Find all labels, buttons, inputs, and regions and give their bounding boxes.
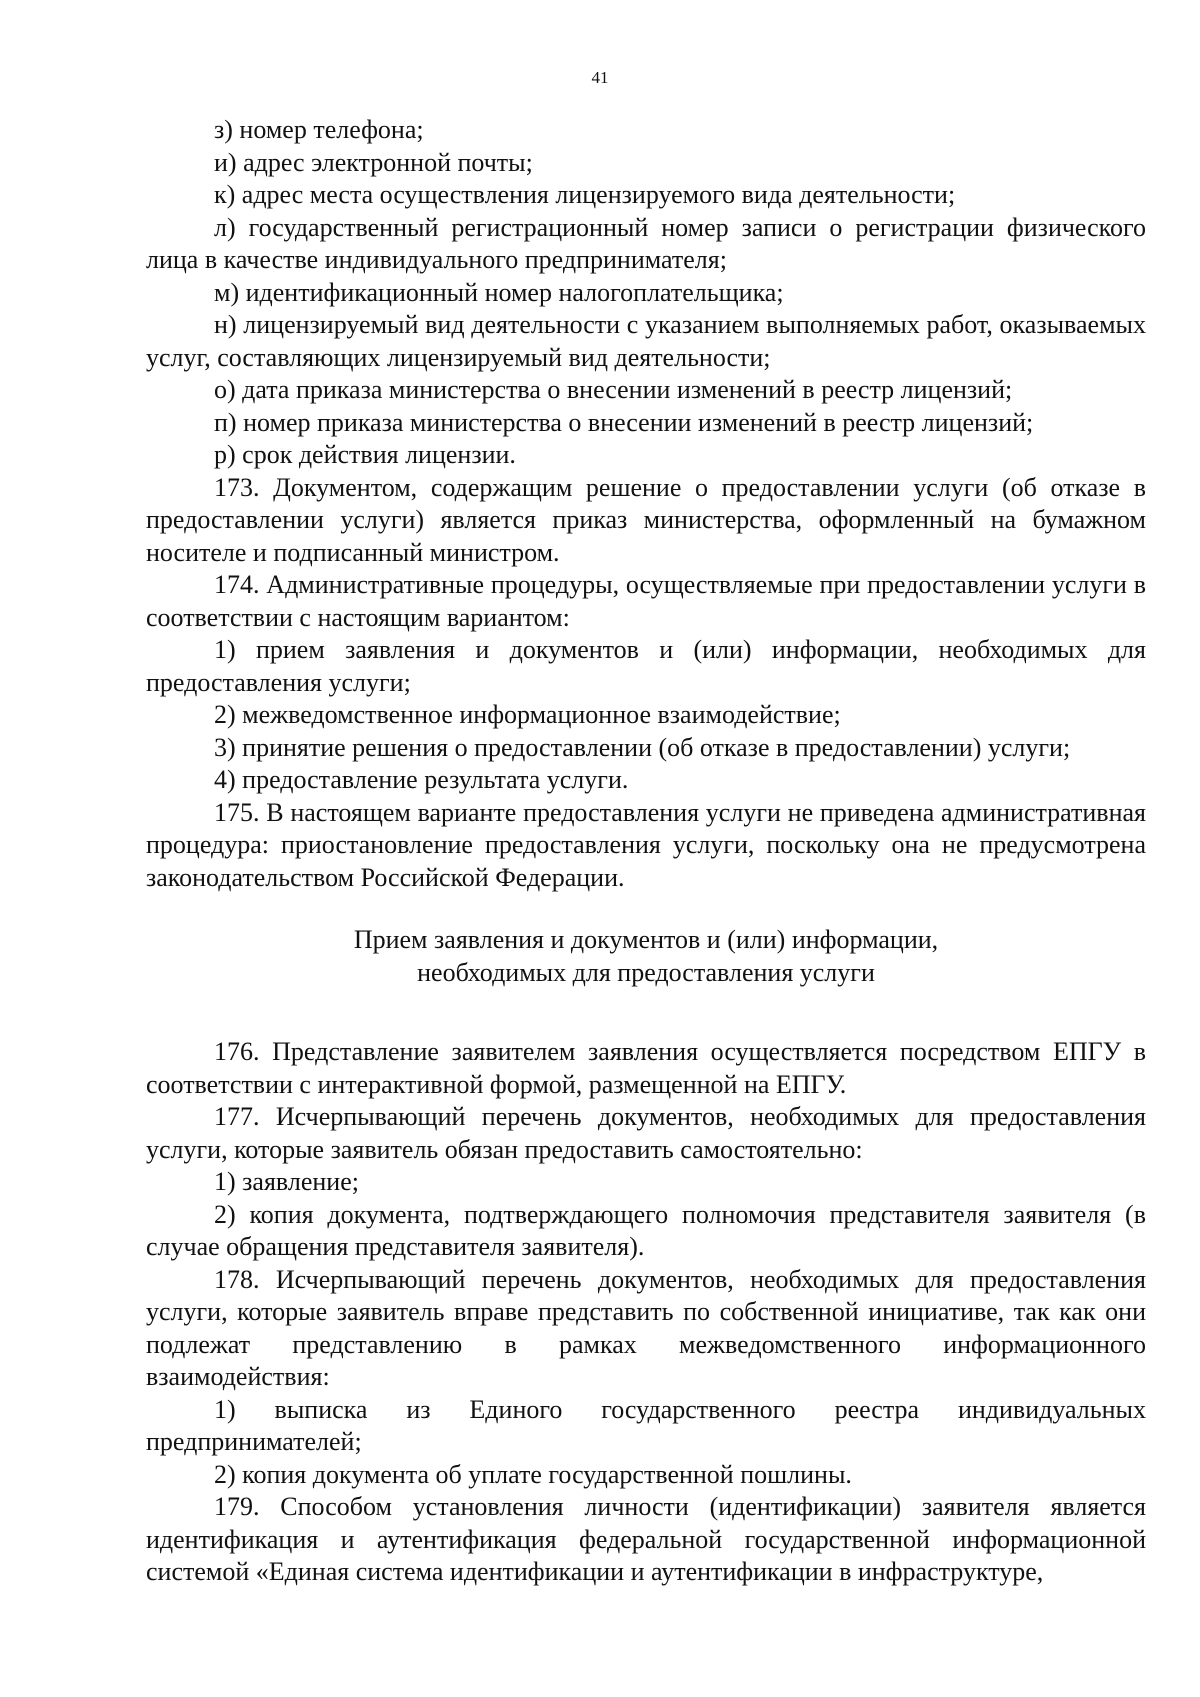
paragraph-174: 174. Административные процедуры, осуществляемые при предоставлении услуги в соответствии с настоящим вариантом: bbox=[146, 570, 1146, 632]
document-body bbox=[146, 114, 1146, 1589]
list-item-z: з) номер телефона; bbox=[214, 115, 424, 144]
paragraph-178-item-1: 1) выписка из Единого государственного реестра индивидуальных предпринимателей; bbox=[146, 1394, 1146, 1456]
list-item-p: п) номер приказа министерства о внесении изменений в реестр лицензий; bbox=[214, 407, 1034, 437]
list-item-i: и) адрес электронной почты; bbox=[214, 147, 533, 177]
section-heading-line-1: Прием заявления и документов и (или) информации, bbox=[353, 925, 939, 954]
page-number: 41 bbox=[591, 68, 609, 87]
list-item-r: р) срок действия лицензии. bbox=[214, 440, 516, 469]
list-item-k: к) адрес места осуществления лицензируемого вида деятельности; bbox=[214, 180, 956, 209]
paragraph-179: 179. Способом установления личности (идентификации) заявителя является идентификация и аутентификация федеральной государственной информационной системой «Единая система идентификации и аутентификации в инфраструктуре, bbox=[146, 1492, 1146, 1586]
paragraph-174-item-4: 4) предоставление результата услуги. bbox=[214, 765, 629, 794]
section-heading-line-2: необходимых для предоставления услуги bbox=[417, 957, 875, 987]
paragraph-178-item-2: 2) копия документа об уплате государственной пошлины. bbox=[214, 1459, 852, 1489]
paragraph-177-item-2: 2) копия документа, подтверждающего полномочия представителя заявителя (в случае обращения представителя заявителя). bbox=[146, 1199, 1146, 1261]
paragraph-178: 178. Исчерпывающий перечень документов, необходимых для предоставления услуги, которые заявитель вправе представить по собственной инициативе, так как они подлежат представлению в рамках межведомственного информационного взаимодействия: bbox=[146, 1264, 1146, 1391]
paragraph-174-item-1: 1) прием заявления и документов и (или) информации, необходимых для предоставления услуги; bbox=[146, 635, 1146, 697]
paragraph-174-item-2: 2) межведомственное информационное взаимодействие; bbox=[214, 700, 841, 729]
paragraph-177-item-1: 1) заявление; bbox=[214, 1167, 359, 1196]
list-item-m: м) идентификационный номер налогоплательщика; bbox=[214, 277, 784, 307]
list-item-l: л) государственный регистрационный номер записи о регистрации физического лица в качестве индивидуального предпринимателя; bbox=[146, 212, 1146, 274]
list-item-o: о) дата приказа министерства о внесении изменений в реестр лицензий; bbox=[214, 375, 1013, 404]
paragraph-174-item-3: 3) принятие решения о предоставлении (об отказе в предоставлении) услуги; bbox=[214, 732, 1071, 762]
paragraph-175: 175. В настоящем варианте предоставления услуги не приведена административная процедура: приостановление предоставления услуги, поскольку она не предусмотрена законодательством Российской Федерации. bbox=[146, 797, 1146, 892]
paragraph-177: 177. Исчерпывающий перечень документов, необходимых для предоставления услуги, которые заявитель обязан предоставить самостоятельно: bbox=[146, 1102, 1146, 1164]
list-item-n: н) лицензируемый вид деятельности с указанием выполняемых работ, оказываемых услуг, составляющих лицензируемый вид деятельности; bbox=[146, 310, 1146, 372]
paragraph-173: 173. Документом, содержащим решение о предоставлении услуги (об отказе в предоставлении услуги) является приказ министерства, оформленный на бумажном носителе и подписанный министром. bbox=[146, 472, 1146, 567]
paragraph-176: 176. Представление заявителем заявления осуществляется посредством ЕПГУ в соответствии с интерактивной формой, размещенной на ЕПГУ. bbox=[146, 1037, 1146, 1099]
